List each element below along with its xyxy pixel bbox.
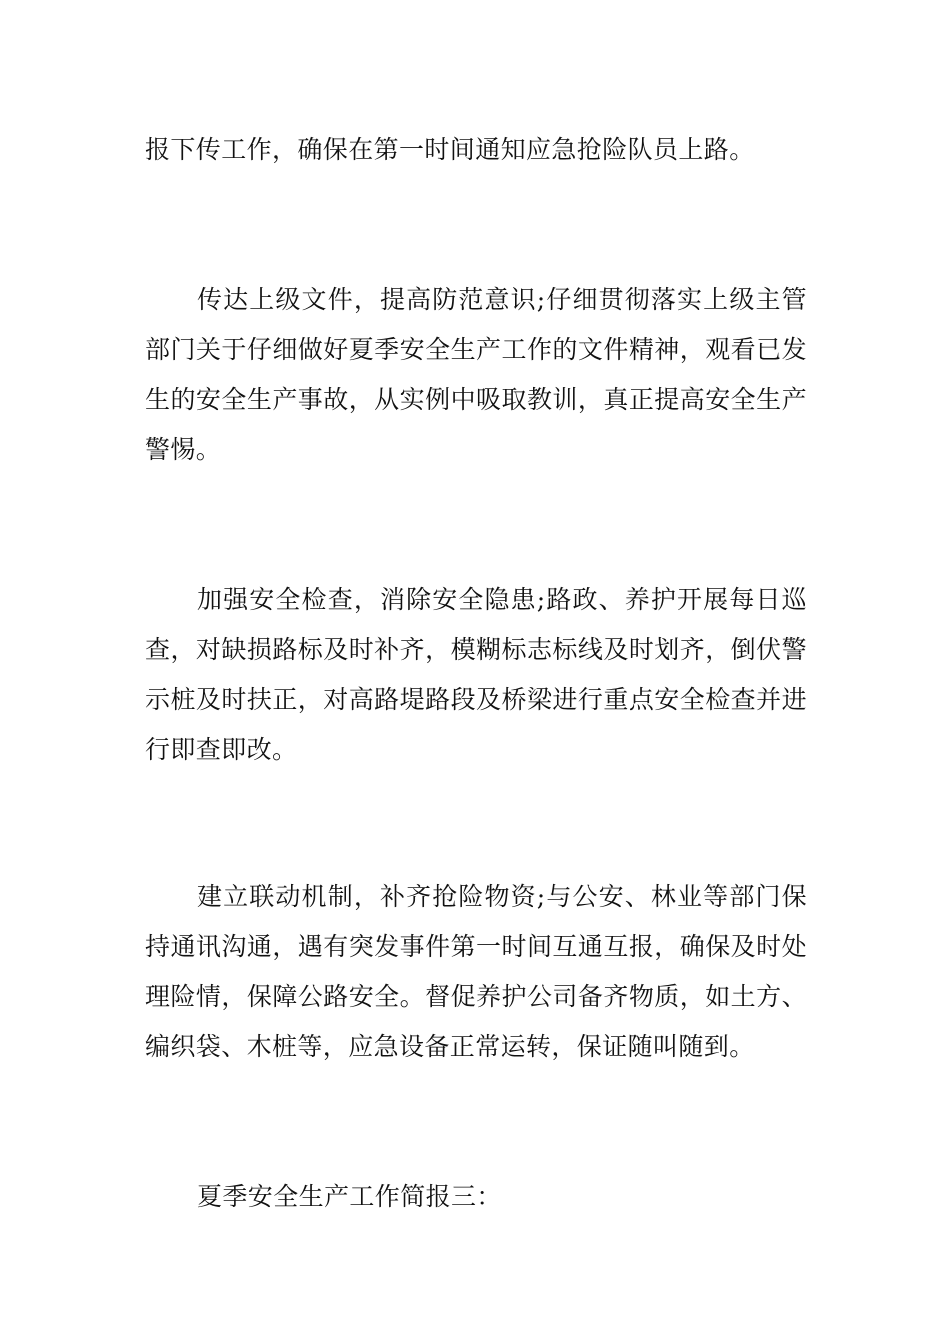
paragraph-document-spirit: 传达上级文件，提高防范意识;仔细贯彻落实上级主管部门关于仔细做好夏季安全生产工作的文件精神，观看已发生的安全生产事故，从实例中吸取教训，真正提高安全生产警惕。 xyxy=(145,285,807,464)
paragraph-linkage-mechanism: 建立联动机制，补齐抢险物资;与公安、林业等部门保持通讯沟通，遇有突发事件第一时间互通互报，确保及时处理险情，保障公路安全。督促养护公司备齐物质，如土方、编织袋、木桩等，应急设备正常运转，保证随叫随到。 xyxy=(145,882,807,1061)
section-heading: 夏季安全生产工作简报三： xyxy=(197,1182,502,1211)
paragraph-safety-inspection: 加强安全检查，消除安全隐患;路政、养护开展每日巡查，对缺损路标及时补齐，模糊标志标线及时划齐，倒伏警示桩及时扶正，对高路堤路段及桥梁进行重点安全检查并进行即查即改。 xyxy=(145,585,807,764)
paragraph-continuation: 报下传工作，确保在第一时间通知应急抢险队员上路。 xyxy=(145,135,755,164)
